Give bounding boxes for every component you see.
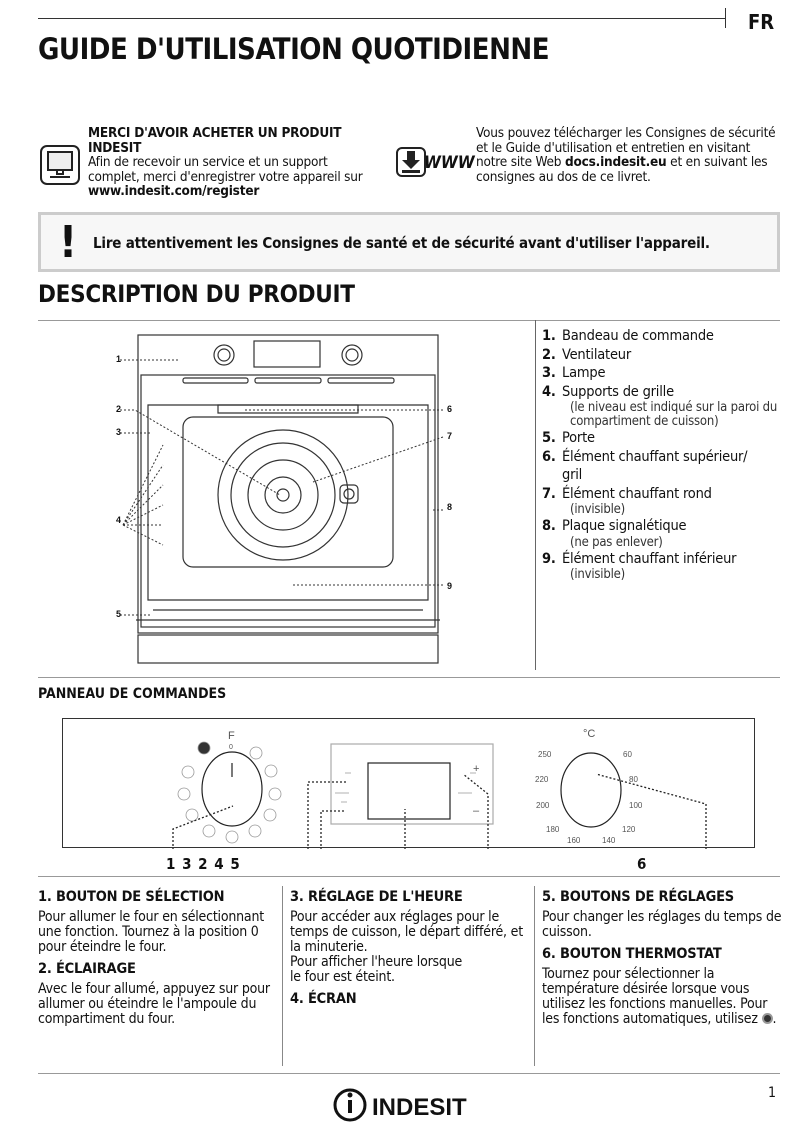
part-number: 7. — [542, 485, 556, 502]
minus-button: – — [473, 805, 480, 817]
temp-mark: 160 — [567, 836, 581, 845]
column-1 — [38, 890, 278, 1034]
text-lighting: Avec le four allumé, appuyez sur pour allumer ou éteindre le l'ampoule du compartiment du four. — [38, 981, 270, 1027]
page-number: 1 — [768, 1085, 777, 1101]
part-item — [542, 429, 802, 448]
register-text: Afin de recevoir un service et un support complet, merci d'enregistrer votre appareil sur — [88, 154, 363, 185]
page-title: GUIDE D'UTILISATION QUOTIDIENNE — [38, 32, 550, 66]
text-settings: Pour changer les réglages du temps de cuisson. — [542, 909, 782, 940]
divider — [282, 886, 283, 1066]
part-label: Bandeau de commande — [562, 328, 714, 344]
part-item — [542, 550, 802, 583]
www-label: WWW — [424, 153, 475, 173]
divider — [38, 876, 780, 877]
part-label: Plaque signalétique — [562, 518, 687, 534]
auto-function-icon — [762, 1013, 773, 1024]
temp-mark: 100 — [629, 801, 643, 810]
temp-mark: 200 — [536, 801, 550, 810]
section-title-panel: PANNEAU DE COMMANDES — [38, 686, 227, 702]
text-selector: Pour allumer le four en sélectionnant une fonction. Tournez à la position 0 pour éteindre le four. — [38, 909, 264, 955]
register-block — [88, 126, 378, 199]
download-block — [476, 126, 776, 184]
text-clock-2: Pour afficher l'heure lorsque le four est éteint. — [290, 954, 463, 985]
top-tick — [725, 8, 726, 28]
part-number: 3. — [542, 365, 556, 381]
part-number: 5. — [542, 430, 556, 446]
heading-selector: 1. BOUTON DE SÉLECTION — [38, 889, 225, 905]
temp-mark: 60 — [623, 750, 632, 759]
part-item — [542, 327, 802, 346]
part-label: Lampe — [562, 365, 606, 381]
text-thermostat: Tournez pour sélectionner la température désirée lorsque vous utilisez les fonctions manuelles. Pour les fonctions automatiques, utilisez — [542, 966, 768, 1027]
safety-warning-box — [38, 212, 780, 272]
temp-mark: 220 — [535, 775, 549, 784]
thermo-unit: °C — [583, 728, 596, 740]
callout-9: 9 — [447, 581, 453, 591]
divider — [38, 677, 780, 678]
part-label: Élément chauffant rond — [562, 485, 712, 502]
panel-label-right: 6 — [637, 855, 647, 873]
callout-8: 8 — [447, 502, 453, 512]
part-item — [542, 485, 802, 518]
part-note: (invisible) — [570, 502, 625, 517]
part-item — [542, 364, 802, 383]
part-label: Supports de grille — [562, 383, 674, 400]
part-label: Porte — [562, 430, 595, 446]
divider — [38, 320, 780, 321]
callout-7: 7 — [447, 431, 453, 441]
callout-4: 4 — [116, 515, 122, 525]
heading-clock: 3. RÉGLAGE DE L'HEURE — [290, 889, 463, 905]
heading-screen: 4. ÉCRAN — [290, 991, 357, 1007]
callout-6: 6 — [447, 404, 453, 414]
callout-2: 2 — [116, 404, 122, 414]
top-rule — [38, 18, 726, 19]
indesit-logo — [330, 1085, 490, 1129]
divider — [38, 1073, 780, 1074]
temp-mark: 140 — [602, 836, 616, 845]
control-panel-diagram — [62, 718, 755, 848]
divider — [535, 320, 536, 670]
temp-mark: 120 — [622, 825, 636, 834]
plus-button: + — [473, 763, 480, 775]
part-number: 6. — [542, 448, 556, 465]
warning-text: Lire attentivement les Consignes de santé et de sécurité avant d'utiliser l'appareil. — [93, 234, 710, 252]
part-label: Ventilateur — [562, 346, 632, 363]
language-code: FR — [748, 10, 775, 34]
heading-lighting: 2. ÉCLAIRAGE — [38, 961, 136, 977]
part-note: (le niveau est indiqué sur la paroi du compartiment de cuisson) — [570, 400, 778, 429]
callout-1: 1 — [116, 354, 122, 364]
part-number: 1. — [542, 328, 556, 344]
docs-link[interactable]: docs.indesit.eu — [564, 154, 667, 170]
heading-thermostat: 6. BOUTON THERMOSTAT — [542, 946, 722, 962]
register-title: MERCI D'AVOIR ACHETER UN PRODUIT INDESIT — [88, 125, 342, 156]
part-item — [542, 383, 802, 430]
temp-mark: 250 — [538, 750, 552, 759]
register-link[interactable]: www.indesit.com/register — [88, 183, 260, 199]
part-number: 2. — [542, 346, 556, 363]
part-item — [542, 517, 802, 550]
part-number: 4. — [542, 383, 556, 400]
brand-text: INDESIT — [372, 1094, 467, 1121]
column-2 — [290, 890, 530, 1012]
download-icon — [396, 147, 426, 181]
text-clock: Pour accéder aux réglages pour le temps de cuisson, le départ différé, et la minuterie. — [290, 909, 523, 955]
heading-settings: 5. BOUTONS DE RÉGLAGES — [542, 889, 735, 905]
part-label: Élément chauffant supérieur/ — [562, 448, 748, 465]
column-3: 5. BOUTONS DE RÉGLAGES Pour changer les réglages du temps de cuisson. 6. BOUTON THERMOSTAT Tournez pour sélectionner la température désirée lorsque vous utilisez les fonctions manuelles. Pour les fonctions automatiques, utilisez . — [542, 889, 782, 1027]
part-note: (ne pas enlever) — [570, 534, 663, 550]
panel-labels-left: 1 3 2 4 5 — [166, 855, 241, 873]
selector-zero: 0 — [229, 744, 233, 751]
divider — [534, 886, 535, 1066]
download-text: Vous pouvez télécharger les Consignes de sécurité et le Guide d'utilisation et entretien en visitant notre site Web — [476, 125, 776, 170]
exclamation-icon: ! — [59, 217, 78, 268]
part-label: Élément chauffant inférieur — [562, 550, 737, 567]
part-item — [542, 448, 802, 485]
selector-mark: F — [228, 730, 235, 742]
part-note: (invisible) — [570, 567, 625, 582]
computer-icon — [40, 145, 80, 189]
parts-list — [542, 327, 802, 582]
temp-mark: 80 — [629, 775, 638, 784]
section-title-description: DESCRIPTION DU PRODUIT — [38, 280, 355, 308]
part-label-cont: gril — [562, 467, 583, 483]
oven-diagram — [108, 325, 468, 674]
download-text-end: et en suivant les consignes au dos de ce livret. — [476, 154, 768, 185]
callout-5: 5 — [116, 609, 122, 619]
part-number: 8. — [542, 518, 556, 534]
part-number: 9. — [542, 550, 556, 567]
callout-3: 3 — [116, 427, 122, 437]
part-item — [542, 346, 802, 365]
temp-mark: 180 — [546, 825, 560, 834]
